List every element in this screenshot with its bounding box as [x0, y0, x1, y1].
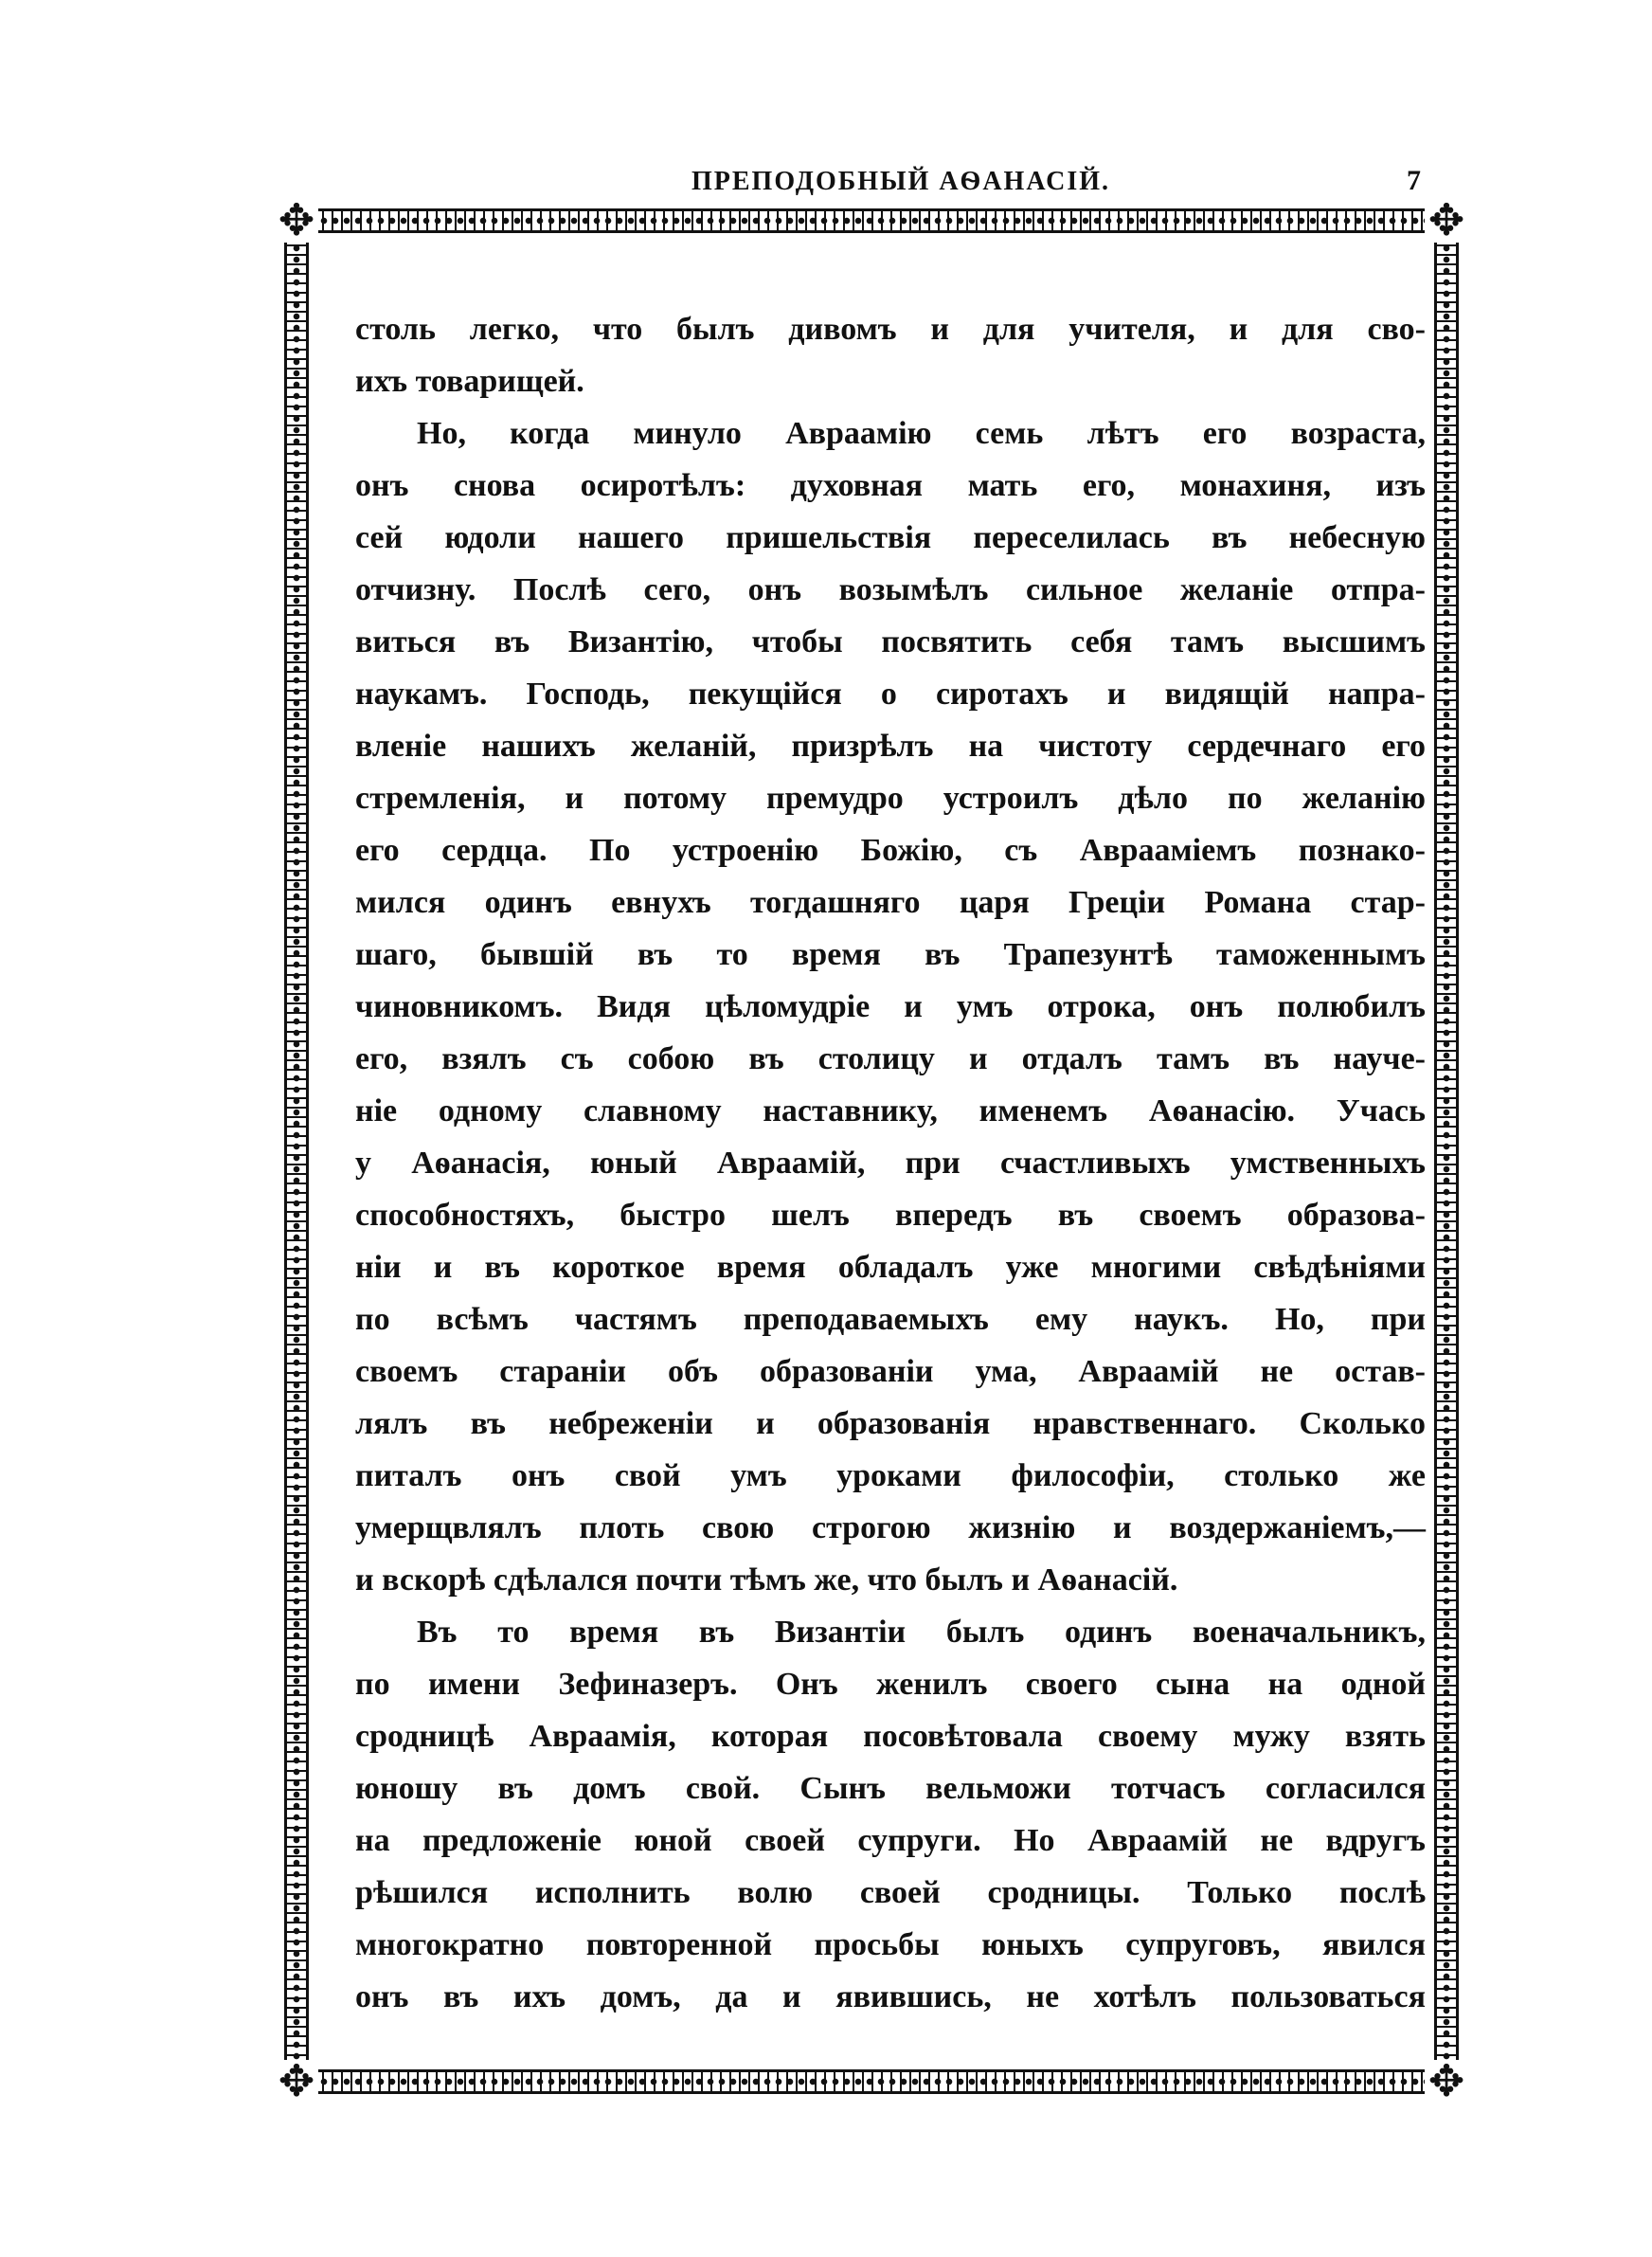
body-text — [355, 303, 1426, 2023]
corner-ornament-icon: ✥ — [275, 2060, 318, 2104]
text-line: многократно повторенной просьбы юныхъ супруговъ, явился — [355, 1927, 1426, 1962]
text-line: шаго, бывшій въ то время въ Трапезунтѣ таможеннымъ — [355, 937, 1426, 972]
text-line: лялъ въ небреженіи и образованія нравственнаго. Сколько — [355, 1406, 1426, 1441]
text-line: чиновникомъ. Видя цѣломудріе и умъ отрока, онъ полюбилъ — [355, 989, 1426, 1024]
text-line: стремленія, и потому премудро устроилъ дѣло по желанію — [355, 781, 1426, 816]
border-bottom — [284, 2069, 1459, 2094]
text-line: мился одинъ евнухъ тогдашняго царя Греціи Романа стар- — [355, 885, 1426, 920]
corner-ornament-icon: ✥ — [275, 199, 318, 243]
border-top — [284, 208, 1459, 233]
text-line: Но, когда минуло Авраамію семь лѣтъ его возраста, — [417, 416, 1426, 451]
text-line: способностяхъ, быстро шелъ впередъ въ своемъ образова- — [355, 1198, 1426, 1233]
text-line: питалъ онъ свой умъ уроками философіи, столько же — [355, 1458, 1426, 1493]
text-line: и вскорѣ сдѣлался почти тѣмъ же, что былъ и Аѳанасій. — [355, 1562, 1178, 1598]
text-line: вленіе нашихъ желаній, призрѣлъ на чистоту сердечнаго его — [355, 729, 1426, 764]
text-line: онъ снова осиротѣлъ: духовная мать его, монахиня, изъ — [355, 468, 1426, 503]
text-line: юношу въ домъ свой. Сынъ вельможи тотчасъ согласился — [355, 1771, 1426, 1806]
page-number: 7 — [1407, 165, 1421, 196]
text-line: столь легко, что былъ дивомъ и для учителя, и для сво- — [355, 312, 1426, 347]
text-line: виться въ Византію, чтобы посвятить себя тамъ высшимъ — [355, 624, 1426, 659]
text-line: Въ то время въ Византіи былъ одинъ военачальникъ, — [417, 1615, 1426, 1650]
text-line: сей юдоли нашего пришельствія переселилась въ небесную — [355, 520, 1426, 555]
text-line: по имени Зефиназеръ. Онъ женилъ своего сына на одной — [355, 1667, 1426, 1702]
text-line: его, взялъ съ собою въ столицу и отдалъ тамъ въ науче- — [355, 1041, 1426, 1076]
text-line: отчизну. Послѣ сего, онъ возымѣлъ сильное желаніе отпра- — [355, 572, 1426, 607]
text-line: своемъ стараніи объ образованіи ума, Авраамій не остав- — [355, 1354, 1426, 1389]
text-line: умерщвлялъ плоть свою строгою жизнію и воздержаніемъ,— — [355, 1510, 1426, 1545]
running-title: ПРЕПОДОБНЫЙ АѲАНАСІЙ. — [691, 167, 1111, 196]
text-line: на предложеніе юной своей супруги. Но Авраамій не вдругъ — [355, 1823, 1426, 1858]
text-line: ніи и въ короткое время обладалъ уже многими свѣдѣніями — [355, 1250, 1426, 1285]
text-line: ихъ товарищей. — [355, 364, 584, 399]
text-line: ніе одному славному наставнику, именемъ Аѳанасію. Учась — [355, 1093, 1426, 1128]
corner-ornament-icon: ✥ — [1425, 199, 1468, 243]
text-line: сродницѣ Авраамія, которая посовѣтовала своему мужу взять — [355, 1719, 1426, 1754]
corner-ornament-icon: ✥ — [1425, 2060, 1468, 2104]
border-left — [284, 208, 309, 2094]
text-line: онъ въ ихъ домъ, да и явившись, не хотѣлъ пользоваться — [355, 1979, 1426, 2014]
border-right — [1434, 208, 1459, 2094]
text-line: наукамъ. Господь, пекущійся о сиротахъ и видящій напра- — [355, 677, 1426, 712]
text-line: рѣшился исполнить волю своей сродницы. Только послѣ — [355, 1875, 1426, 1910]
running-head — [284, 167, 1421, 205]
text-line: по всѣмъ частямъ преподаваемыхъ ему наукъ. Но, при — [355, 1302, 1426, 1337]
text-line: у Аѳанасія, юный Авраамій, при счастливыхъ умственныхъ — [355, 1146, 1426, 1181]
text-line: его сердца. По устроенію Божію, съ Авраамiемъ познако- — [355, 833, 1426, 868]
